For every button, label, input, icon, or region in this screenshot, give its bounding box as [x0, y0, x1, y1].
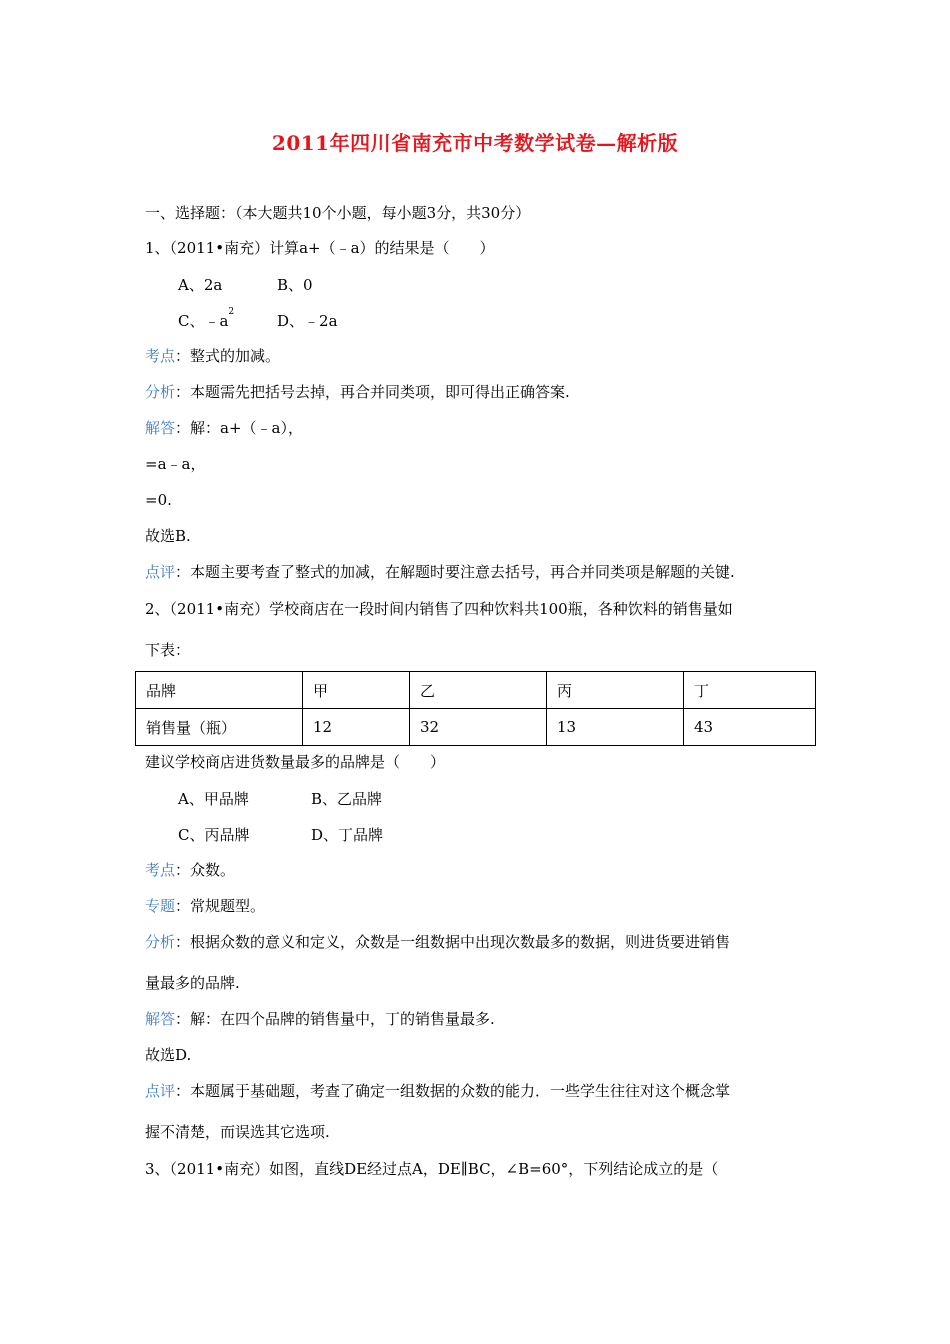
table-cell: 32: [410, 709, 547, 746]
q1-kaodian-text: 整式的加减。: [190, 347, 281, 365]
label-colon: ：: [175, 1082, 191, 1100]
table-cell: 13: [547, 709, 684, 746]
q1-option-c-exponent: 2: [228, 307, 235, 317]
label-colon: ：: [175, 897, 191, 915]
q1-fenxi: [145, 382, 570, 402]
q1-fenxi-text: 本题需先把括号去掉，再合并同类项，即可得出正确答案.: [190, 383, 570, 401]
table-cell: 销售量（瓶）: [136, 709, 303, 746]
q1-stem: 1、（2011•南充）计算a+（﹣a）的结果是（ ）: [145, 239, 495, 257]
table-row: [136, 709, 816, 746]
label-colon: ：: [175, 347, 191, 365]
table-cell: 品牌: [136, 672, 303, 709]
zhuanti-label: 专题: [145, 897, 176, 915]
q1-jieda-text: 解：a+（﹣a），: [190, 419, 303, 437]
q2-jieda-text: 解：在四个品牌的销售量中，丁的销售量最多.: [190, 1010, 495, 1028]
q1-dianping-text: 本题主要考查了整式的加减，在解题时要注意去括号，再合并同类项是解题的关键.: [190, 563, 735, 581]
table-cell: 甲: [303, 672, 410, 709]
q1-option-c-text: C、﹣a: [178, 312, 229, 330]
dianping-label: 点评: [145, 1082, 176, 1100]
label-colon: ：: [175, 861, 191, 879]
kaodian-label: 考点: [145, 861, 176, 879]
q1-jieda: [145, 418, 303, 438]
q2-fenxi-text: 根据众数的意义和定义，众数是一组数据中出现次数最多的数据，则进货要进销售: [190, 933, 731, 951]
fenxi-label: 分析: [145, 933, 176, 951]
table-cell: 乙: [410, 672, 547, 709]
q1-option-b: B、0: [277, 276, 313, 294]
q3-stem: 3、（2011•南充）如图，直线DE经过点A，DE∥BC，∠B=60°，下列结论成立的是（: [145, 1160, 719, 1178]
q2-kaodian: [145, 860, 235, 880]
kaodian-label: 考点: [145, 347, 176, 365]
q2-stem-line2: 下表：: [145, 641, 191, 659]
q2-fenxi-line2: 量最多的品牌.: [145, 974, 240, 992]
q1-option-a: A、2a: [178, 276, 223, 294]
q1-kaodian: [145, 346, 280, 366]
jieda-label: 解答: [145, 419, 176, 437]
q1-dianping: [145, 562, 735, 582]
q2-option-d: D、丁品牌: [311, 826, 384, 844]
table-cell: 12: [303, 709, 410, 746]
dianping-label: 点评: [145, 563, 176, 581]
q2-fenxi: [145, 932, 730, 952]
fenxi-label: 分析: [145, 383, 176, 401]
q2-zhuanti: [145, 896, 265, 916]
q2-answer: 故选D.: [145, 1046, 192, 1064]
q2-kaodian-text: 众数。: [190, 861, 236, 879]
document-title: 2011年四川省南充市中考数学试卷—解析版: [271, 131, 679, 155]
table-header-row: [136, 672, 816, 709]
q2-stem-line1: 2、（2011•南充）学校商店在一段时间内销售了四种饮料共100瓶，各种饮料的销售量如: [145, 600, 733, 618]
q1-option-c: [178, 307, 235, 331]
jieda-label: 解答: [145, 1010, 176, 1028]
q1-answer: 故选B.: [145, 527, 191, 545]
q1-step-2: =0.: [145, 491, 172, 509]
q2-option-a: A、甲品牌: [178, 790, 249, 808]
table-cell: 43: [684, 709, 816, 746]
q1-step-1: =a﹣a，: [145, 455, 206, 473]
label-colon: ：: [175, 933, 191, 951]
table-cell: 丁: [684, 672, 816, 709]
q2-option-c: C、丙品牌: [178, 826, 250, 844]
label-colon: ：: [175, 1010, 191, 1028]
q2-question: 建议学校商店进货数量最多的品牌是（ ）: [145, 753, 446, 771]
q2-dianping-line2: 握不清楚，而误选其它选项.: [145, 1123, 330, 1141]
label-colon: ：: [175, 563, 191, 581]
q1-option-d: D、﹣2a: [277, 312, 338, 330]
q2-dianping: [145, 1081, 730, 1101]
table-cell: 丙: [547, 672, 684, 709]
label-colon: ：: [175, 419, 191, 437]
q2-option-b: B、乙品牌: [311, 790, 383, 808]
label-colon: ：: [175, 383, 191, 401]
q2-dianping-text: 本题属于基础题，考查了确定一组数据的众数的能力．一些学生往往对这个概念掌: [190, 1082, 731, 1100]
q2-jieda: [145, 1009, 495, 1029]
section-heading: 一、选择题：（本大题共10个小题，每小题3分，共30分）: [145, 204, 531, 222]
sales-table: [135, 671, 816, 746]
q2-zhuanti-text: 常规题型。: [190, 897, 266, 915]
